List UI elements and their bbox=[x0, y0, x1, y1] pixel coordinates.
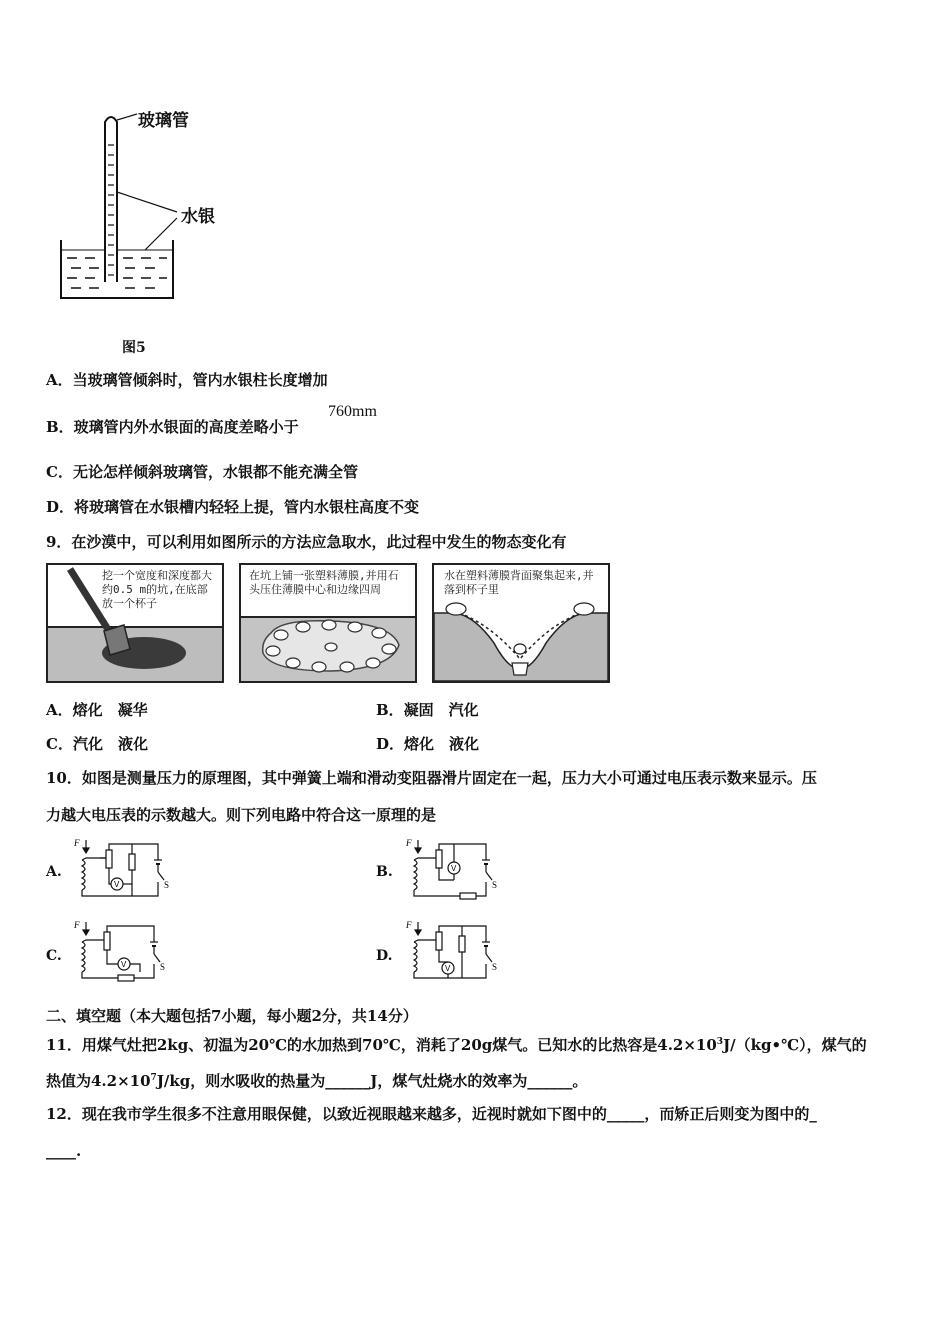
circuit-b-switch: S bbox=[492, 880, 498, 890]
q10-label-b: B. bbox=[376, 864, 393, 880]
q8-option-b: B．玻璃管内外水银面的高度差略小于 bbox=[46, 418, 299, 436]
q11-line-2-tail: J/kg，则水吸收的热量为______J，煤气灶烧水的效率为______。 bbox=[156, 1072, 588, 1090]
q8-option-d: D．将玻璃管在水银槽内轻轻上提，管内水银柱高度不变 bbox=[46, 498, 420, 516]
q10-label-c: C. bbox=[46, 948, 62, 964]
circuit-c-switch: S bbox=[160, 962, 166, 972]
q11-exponent-7: 7 bbox=[150, 1073, 157, 1083]
q11-line-2-text: 热值为4.2×10 bbox=[46, 1072, 151, 1090]
q10-stem-line-2: 力越大电压表的示数越大。则下列电路中符合这一原理的是 bbox=[46, 806, 437, 824]
q9-option-d: D．熔化 液化 bbox=[376, 735, 480, 753]
q8-option-b-value: 760mm bbox=[328, 403, 377, 420]
circuit-c bbox=[70, 918, 180, 988]
circuit-c-force: F bbox=[74, 920, 80, 930]
label-mercury: 水银 bbox=[181, 207, 215, 227]
circuit-d-diagram bbox=[402, 918, 512, 988]
circuit-b-force: F bbox=[406, 838, 412, 848]
label-glass-tube: 玻璃管 bbox=[138, 111, 189, 131]
q10-label-d: D. bbox=[376, 948, 393, 964]
q9-option-c: C．汽化 液化 bbox=[46, 735, 148, 753]
q9-panel-1-text: 挖一个宽度和深度都大约0.5 m的坑,在底部放一个杯子 bbox=[102, 569, 212, 610]
q9-option-b: B．凝固 汽化 bbox=[376, 701, 479, 719]
circuit-a-force: F bbox=[74, 838, 80, 848]
circuit-a-diagram bbox=[70, 836, 180, 906]
q12-line-2: ____. bbox=[46, 1142, 82, 1160]
q9-panel-2-text: 在坑上铺一张塑料薄膜,并用石头压住薄膜中心和边缘四周 bbox=[249, 569, 399, 596]
circuit-d bbox=[402, 918, 512, 988]
q11-exponent-3: 3 bbox=[716, 1037, 724, 1047]
q11-line-1 bbox=[46, 1032, 867, 1055]
q9-panel-3 bbox=[432, 563, 610, 683]
q12-line-1: 12．现在我市学生很多不注意用眼保健，以致近视眼越来越多，近视时就如下图中的_____，而矫正后则变为图中的_ bbox=[46, 1105, 817, 1123]
circuit-a-switch: S bbox=[164, 880, 170, 890]
figure-5 bbox=[55, 100, 235, 310]
q9-panel-2 bbox=[239, 563, 417, 683]
q9-panel-3-text: 水在塑料薄膜背面聚集起来,并落到杯子里 bbox=[444, 569, 594, 596]
q9-panel-1 bbox=[46, 563, 224, 683]
circuit-b bbox=[402, 836, 512, 906]
q11-line-1-tail: J/（kg•℃），煤气的 bbox=[723, 1036, 867, 1054]
circuit-d-switch: S bbox=[492, 962, 498, 972]
circuit-a bbox=[70, 836, 180, 906]
q9-stem: 9．在沙漠中，可以利用如图所示的方法应急取水，此过程中发生的物态变化有 bbox=[46, 533, 567, 551]
section-2-heading: 二、填空题（本大题包括7小题，每小题2分，共14分） bbox=[46, 1007, 418, 1025]
circuit-b-voltmeter: V bbox=[451, 864, 457, 873]
q9-option-a: A．熔化 凝华 bbox=[46, 701, 148, 719]
q8-option-a: A．当玻璃管倾斜时，管内水银柱长度增加 bbox=[46, 371, 328, 389]
circuit-d-force: F bbox=[406, 920, 412, 930]
circuit-b-diagram bbox=[402, 836, 512, 906]
q11-line-2 bbox=[46, 1068, 587, 1091]
circuit-c-voltmeter: V bbox=[121, 960, 127, 969]
circuit-d-voltmeter: V bbox=[445, 964, 451, 973]
q10-stem-line-1: 10．如图是测量压力的原理图，其中弹簧上端和滑动变阻器滑片固定在一起，压力大小可通过电压表示数来显示。压 bbox=[46, 769, 817, 787]
figure-5-caption: 图5 bbox=[122, 340, 146, 356]
circuit-c-diagram bbox=[70, 918, 180, 988]
q8-option-c: C．无论怎样倾斜玻璃管，水银都不能充满全管 bbox=[46, 463, 358, 481]
q10-label-a: A. bbox=[46, 864, 62, 880]
circuit-a-voltmeter: V bbox=[114, 880, 120, 889]
q11-line-1-text: 11．用煤气灶把2kg、初温为20℃的水加热到70℃，消耗了20g煤气。已知水的比热容是4.2×10 bbox=[46, 1036, 717, 1054]
